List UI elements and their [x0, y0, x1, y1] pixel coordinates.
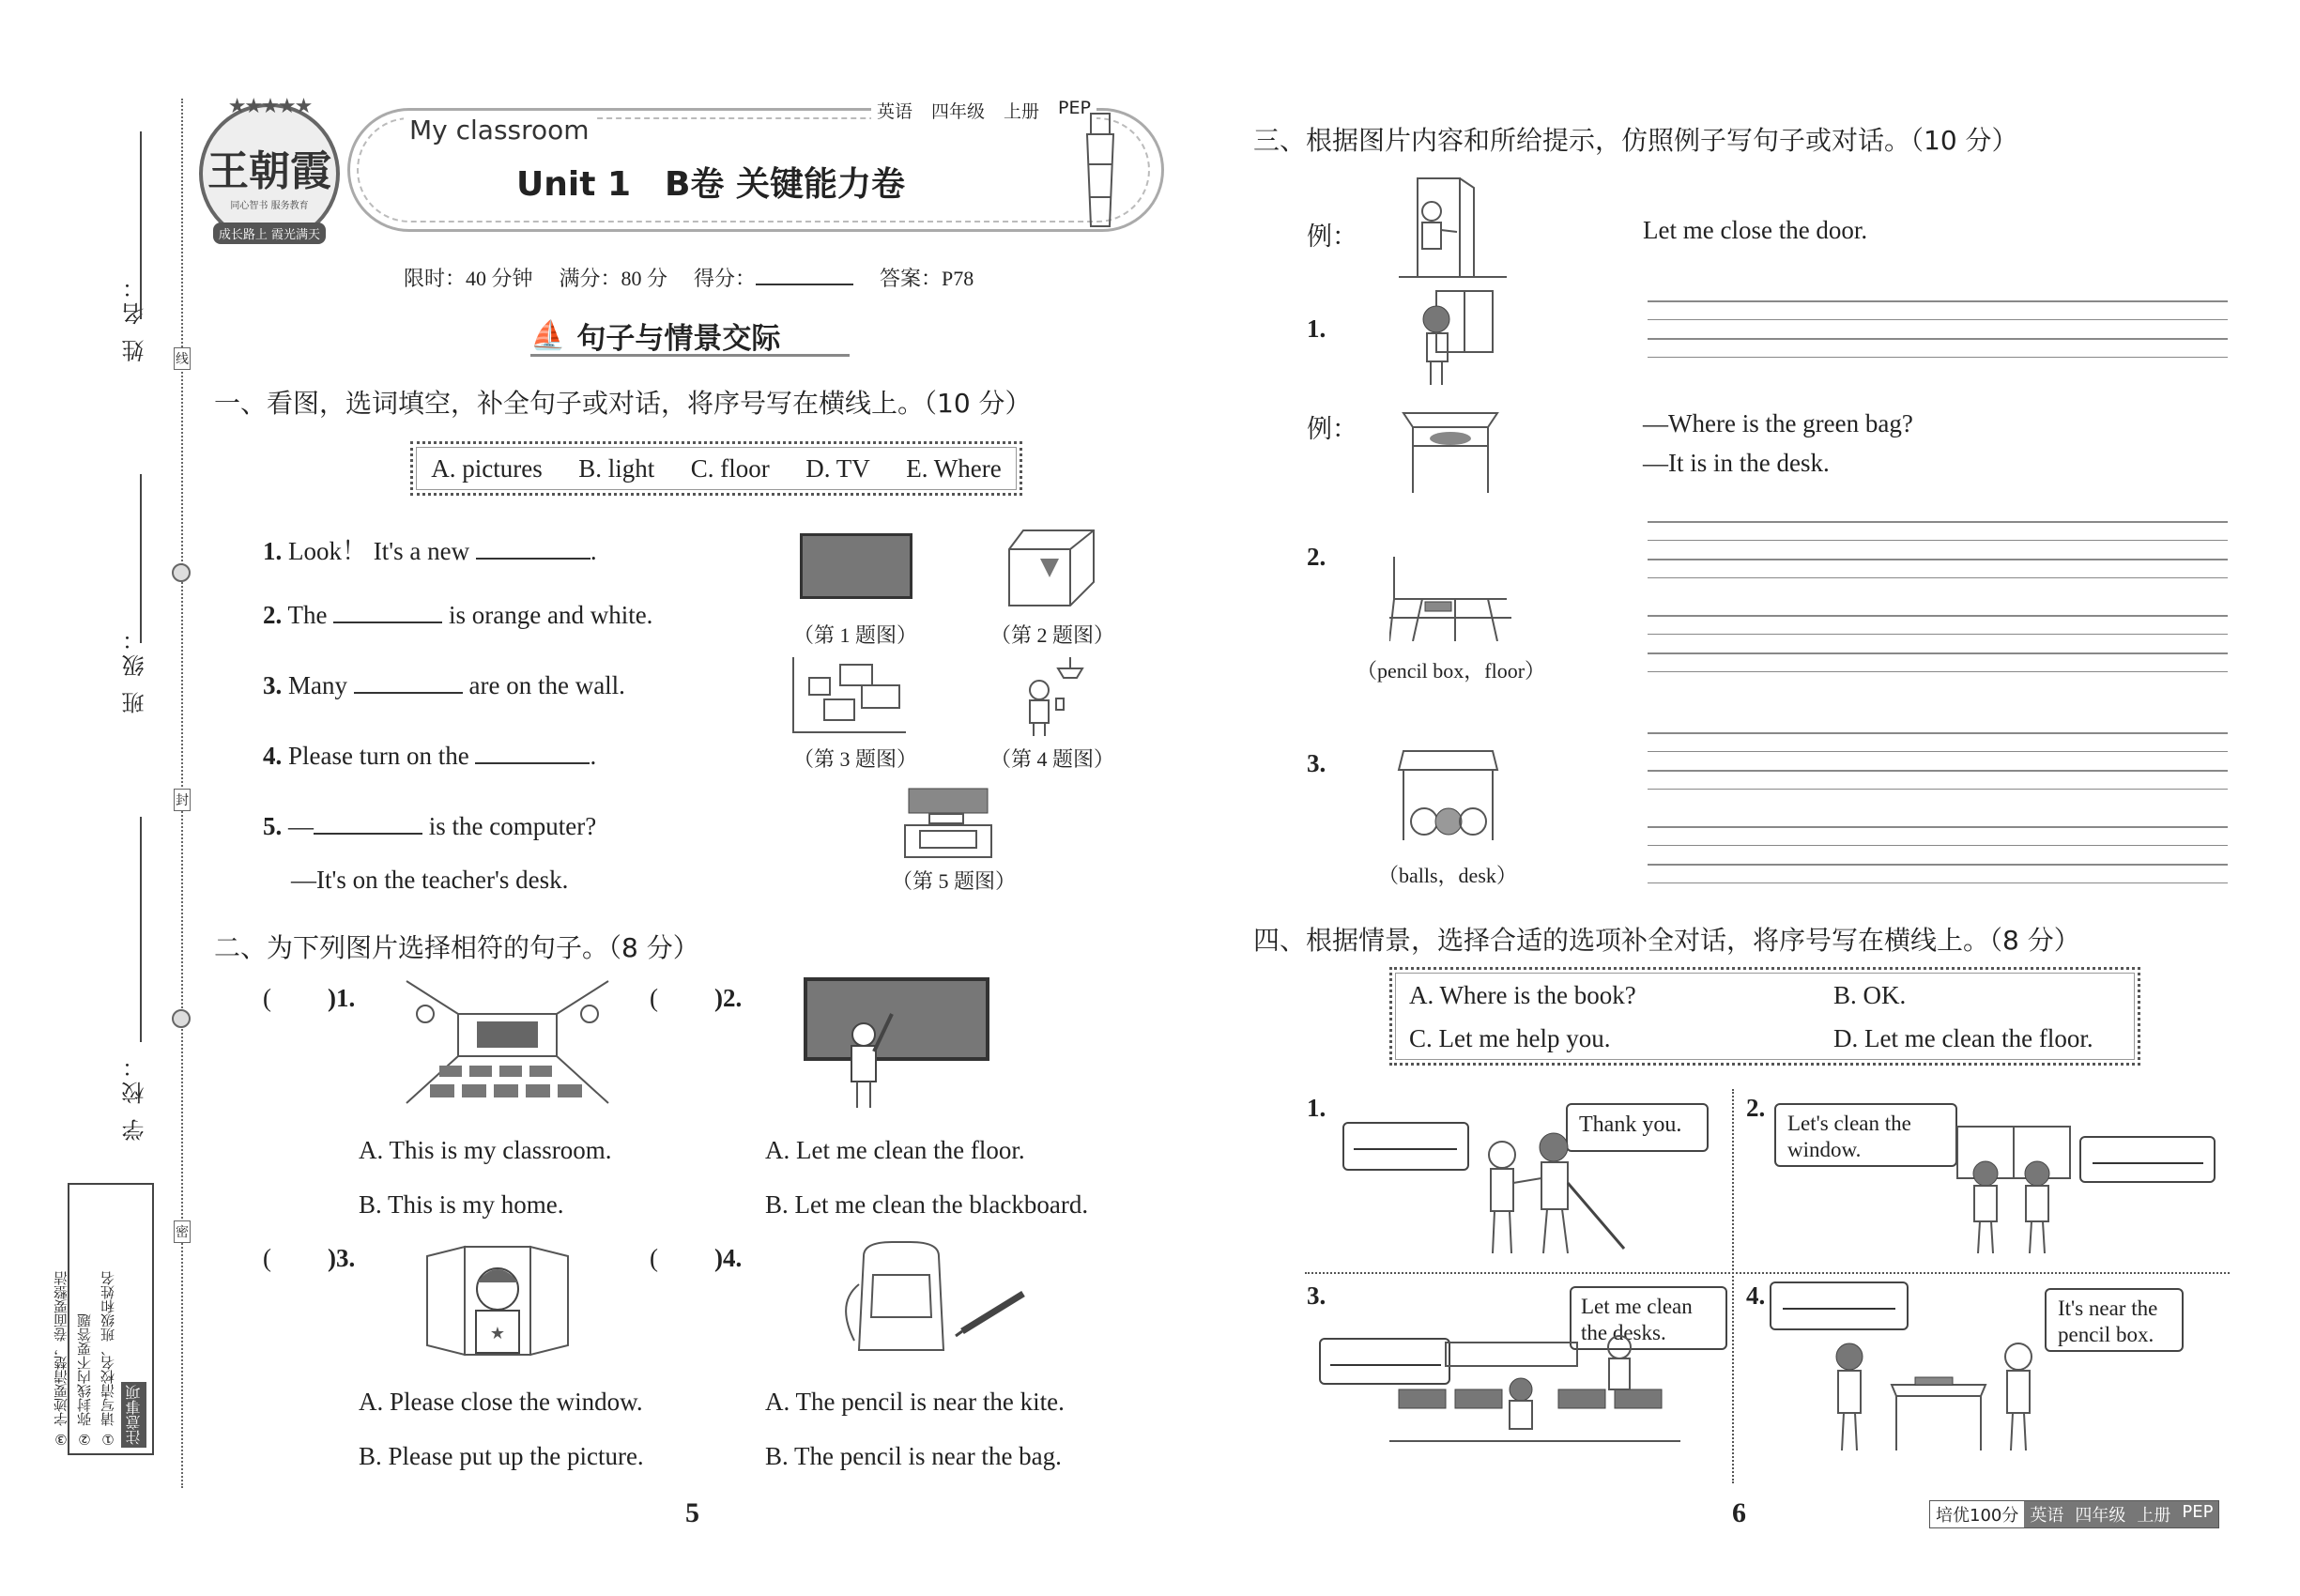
answer-blank-1[interactable] — [476, 539, 590, 560]
note-2: ② 弥封线内不要答题 — [76, 1313, 93, 1448]
option-d: D. TV — [805, 453, 870, 483]
p4-bubble-4: It's near the pencil box. — [2045, 1288, 2184, 1352]
option-c: C. floor — [690, 453, 770, 483]
seal-mark-feng: 封 — [174, 789, 191, 811]
part1-item-5-answer: —It's on the teacher's desk. — [291, 866, 569, 894]
page-number-right: 6 — [1732, 1497, 1746, 1528]
figure-balls-desk — [1394, 746, 1502, 845]
part1-item-3: 3. Many are on the wall. — [263, 671, 625, 699]
part1-item-5: 5. — is the computer? — [263, 812, 597, 840]
p4-num-1: 1. — [1307, 1094, 1326, 1122]
figure-blackboard — [803, 976, 990, 1113]
binding-hole-2 — [172, 1009, 191, 1028]
part2-4-option-b: B. The pencil is near the bag. — [765, 1442, 1062, 1470]
brand-grade: 四年级 — [2069, 1501, 2131, 1527]
part4-grid-vline — [1732, 1089, 1734, 1483]
option-a: A. pictures — [431, 453, 543, 483]
example-2-answer: —It is in the desk. — [1643, 449, 1830, 477]
example-label-2: 例： — [1307, 415, 1357, 443]
p4-bubble-3: Let me clean the desks. — [1570, 1286, 1727, 1350]
score-field[interactable] — [694, 263, 853, 292]
caption-1: （第 1 题图） — [793, 623, 918, 647]
figure-floor — [1004, 526, 1098, 610]
figure-pictures — [789, 657, 911, 734]
answer-blank-3[interactable] — [354, 673, 463, 694]
p3-write-3a[interactable] — [1648, 732, 2228, 734]
part4-options — [1389, 967, 2140, 1066]
part2-answer-1[interactable]: ( )1. — [263, 984, 356, 1012]
time-limit: 限时：40 分钟 — [404, 267, 533, 290]
part2-2-option-a: A. Let me clean the floor. — [765, 1136, 1025, 1164]
seal-mark-xian: 线 — [174, 347, 191, 370]
answer-blank-4[interactable] — [475, 744, 590, 764]
part2-4-option-a: A. The pencil is near the kite. — [765, 1388, 1065, 1416]
class-label: 班 级： — [122, 624, 148, 714]
logo-motto: 成长路上 霞光满天 — [213, 223, 326, 244]
figure-computer-desk — [901, 784, 995, 859]
p3-write-3e[interactable] — [1648, 826, 2228, 828]
answer-ref: 答案：P78 — [880, 267, 974, 290]
figure-pencil-box-floor — [1389, 552, 1511, 641]
part1-title: 一、看图，选词填空，补全句子或对话，将序号写在横线上。（10 分） — [214, 388, 1032, 419]
p4-option-d: D. Let me clean the floor. — [1833, 1024, 2093, 1052]
binding-hole-1 — [172, 563, 191, 582]
logo-name: 王朝霞 — [207, 146, 331, 195]
p3-write-3h[interactable] — [1648, 882, 2228, 883]
p4-answer-bubble-4[interactable] — [1770, 1281, 1909, 1330]
part4-title: 四、根据情景，选择合适的选项补全对话，将序号写在横线上。（8 分） — [1253, 925, 2080, 956]
logo-stars-icon: ★★★★★ — [227, 94, 312, 117]
figure-scene-3 — [1389, 1324, 1680, 1446]
p3-write-1c[interactable] — [1648, 338, 2228, 340]
meta-volume: 上册 — [1004, 101, 1040, 122]
p3-write-3b[interactable] — [1648, 751, 2228, 752]
meta-grade: 四年级 — [931, 101, 986, 122]
meta-edition: PEP — [1058, 98, 1091, 118]
caption-4: （第 4 题图） — [990, 747, 1115, 771]
brand-subject: 英语 — [2024, 1501, 2069, 1527]
notes-box — [53, 1183, 154, 1455]
figure-tv — [800, 533, 912, 599]
section-banner-text: 句子与情景交际 — [576, 322, 781, 356]
school-label: 学 校： — [122, 1051, 148, 1142]
figure-scene-1 — [1464, 1127, 1633, 1258]
logo-small: 同心智书 服务教育 — [230, 200, 309, 211]
score-row — [404, 263, 974, 292]
part2-answer-4[interactable]: ( )4. — [650, 1244, 743, 1272]
brand-volume: 上册 — [2131, 1501, 2176, 1527]
page-number-left: 5 — [685, 1497, 699, 1528]
p4-option-c: C. Let me help you. — [1409, 1024, 1611, 1052]
part2-answer-2[interactable]: ( )2. — [650, 984, 743, 1012]
p3-write-1b[interactable] — [1648, 319, 2228, 320]
p3-write-2g[interactable] — [1648, 652, 2228, 654]
p4-answer-bubble-2[interactable] — [2079, 1136, 2216, 1183]
p3-write-2a[interactable] — [1648, 521, 2228, 523]
meta-subject: 英语 — [877, 101, 913, 122]
header-subtitle: My classroom — [404, 115, 595, 146]
part4-grid-hline — [1305, 1272, 2230, 1274]
part1-item-2: 2. The is orange and white. — [263, 601, 653, 629]
p3-write-2e[interactable] — [1648, 615, 2228, 617]
section-banner — [530, 317, 850, 357]
seal-mark-mi: 密 — [174, 1220, 191, 1243]
p3-write-3f[interactable] — [1648, 845, 2228, 846]
p3-write-1a[interactable] — [1648, 300, 2228, 302]
sailboat-icon: ⛵ — [530, 320, 566, 351]
part2-1-option-a: A. This is my classroom. — [359, 1136, 612, 1164]
caption-2: （第 2 题图） — [990, 623, 1115, 647]
caption-5: （第 5 题图） — [892, 869, 1017, 893]
figure-window-girl — [1408, 286, 1497, 390]
name-label: 姓 名： — [122, 272, 148, 362]
p4-option-a: A. Where is the book? — [1409, 981, 1636, 1009]
figure-close-door — [1399, 174, 1507, 282]
p3-write-3c[interactable] — [1648, 770, 2228, 772]
class-line[interactable] — [140, 474, 142, 643]
full-score: 满分：80 分 — [559, 267, 668, 290]
p3-write-2f[interactable] — [1648, 634, 2228, 635]
svg-text:★: ★ — [489, 1324, 506, 1343]
part3-num-2: 2. — [1307, 543, 1326, 571]
p4-bubble-1: Thank you. — [1566, 1103, 1709, 1152]
answer-blank-5[interactable] — [314, 814, 422, 835]
p3-write-2c[interactable] — [1648, 559, 2228, 560]
school-line[interactable] — [140, 817, 142, 1042]
p3-write-2h[interactable] — [1648, 671, 2228, 672]
note-1: ① 请写清校名、班级和姓名 — [100, 1271, 116, 1448]
notes-title: 注意事项 — [121, 1382, 146, 1448]
logo — [199, 94, 340, 244]
brand-edition: PEP — [2176, 1501, 2218, 1527]
page-title: Unit 1 B卷 关键能力卷 — [516, 165, 905, 204]
p4-answer-bubble-1[interactable] — [1342, 1122, 1469, 1171]
p3-write-2d[interactable] — [1648, 577, 2228, 578]
part1-options — [410, 441, 1022, 496]
brand-name: 培优100分 — [1930, 1501, 2024, 1527]
part2-3-option-b: B. Please put up the picture. — [359, 1442, 644, 1470]
part1-item-1: 1. Look！ It's a new . — [263, 537, 597, 565]
p3-write-1d[interactable] — [1648, 357, 2228, 358]
part3-hint-3: （balls，desk） — [1378, 864, 1517, 887]
part3-num-3: 3. — [1307, 749, 1326, 777]
p3-write-2b[interactable] — [1648, 540, 2228, 541]
p3-write-3d[interactable] — [1648, 789, 2228, 790]
figure-bag-pencil — [826, 1237, 1033, 1359]
figure-bag-in-desk — [1399, 399, 1502, 498]
header-meta — [871, 98, 1096, 123]
name-line[interactable] — [140, 131, 142, 319]
p4-num-2: 2. — [1746, 1094, 1766, 1122]
part3-hint-2: （pencil box，floor） — [1357, 659, 1546, 683]
p4-num-4: 4. — [1746, 1281, 1766, 1310]
p4-num-3: 3. — [1307, 1281, 1326, 1310]
figure-light — [1019, 657, 1094, 737]
part1-item-4: 4. Please turn on the . — [263, 742, 597, 770]
part2-1-option-b: B. This is my home. — [359, 1190, 564, 1219]
part2-2-option-b: B. Let me clean the blackboard. — [765, 1190, 1089, 1219]
binding-margin — [0, 0, 188, 1596]
figure-classroom — [402, 976, 613, 1108]
example-label-1: 例： — [1307, 223, 1357, 251]
answer-blank-2[interactable] — [333, 603, 442, 623]
p4-option-b: B. OK. — [1833, 981, 1907, 1009]
figure-scene-4 — [1831, 1338, 2037, 1455]
p3-write-3g[interactable] — [1648, 864, 2228, 866]
example-1-sentence: Let me close the door. — [1643, 216, 1868, 244]
option-b: B. light — [578, 453, 655, 483]
figure-scene-2 — [1948, 1122, 2079, 1258]
lighthouse-icon — [1080, 108, 1121, 230]
option-e: E. Where — [906, 453, 1002, 483]
note-3: ③ 字迹要清楚，卷面要整洁 — [53, 1271, 69, 1448]
part2-title: 二、为下列图片选择相符的句子。（8 分） — [214, 932, 699, 963]
part2-answer-3[interactable]: ( )3. — [263, 1244, 356, 1272]
part3-num-1: 1. — [1307, 315, 1326, 343]
part2-3-option-a: A. Please close the window. — [359, 1388, 643, 1416]
part3-title: 三、根据图片内容和所给提示，仿照例子写句子或对话。（10 分） — [1253, 125, 2018, 156]
footer-brand — [1929, 1500, 2219, 1528]
example-2-question: —Where is the green bag? — [1643, 409, 1913, 437]
score-label: 得分： — [694, 267, 757, 290]
p4-bubble-2: Let's clean the window. — [1774, 1103, 1957, 1167]
caption-3: （第 3 题图） — [793, 747, 918, 771]
figure-window-boy — [418, 1237, 577, 1359]
